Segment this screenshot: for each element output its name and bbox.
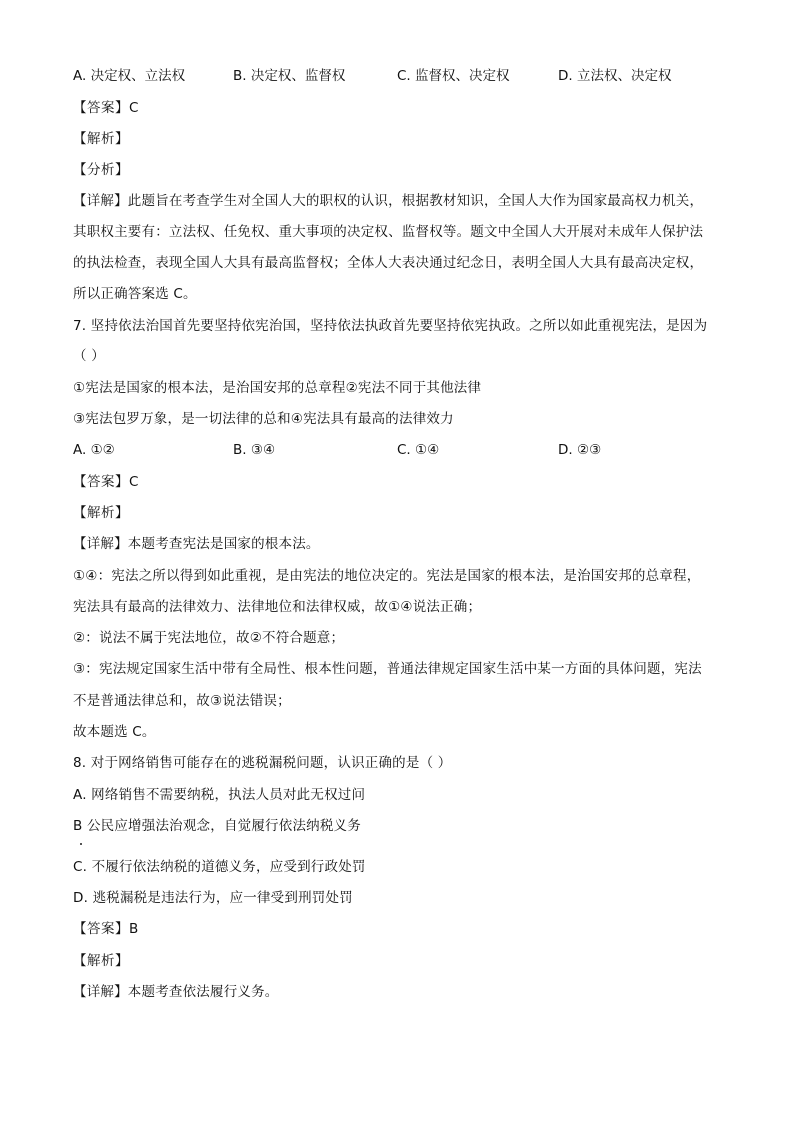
q6-fenxi-label: 【分析】 [73,162,129,178]
q6-option-c: C. 监督权、决定权 [397,68,510,84]
q6-answer: 【答案】C [73,100,139,116]
q6-option-a: A. 决定权、立法权 [73,68,186,84]
q7-option-a: A. ①② [73,442,115,458]
q6-analysis-label: 【解析】 [73,131,129,147]
q8-option-b: B 公民应增强法治观念，自觉履行依法纳税义务 [73,818,361,834]
q8-stem: 8. 对于网络销售可能存在的逃税漏税问题，认识正确的是（ ） [73,755,452,771]
q7-conclusion: 故本题选 C。 [73,724,156,740]
q7-detail-line: 宪法具有最高的法律效力、法律地位和法律权威，故①④说法正确； [73,599,482,615]
q7-detail-line: ③：宪法规定国家生活中带有全局性、根本性问题，普通法律规定国家生活中某一方面的具体问题，宪法 [73,661,702,677]
q7-detail-line: ①④：宪法之所以得到如此重视，是由宪法的地位决定的。宪法是国家的根本法，是治国安邦的总章程， [73,568,701,584]
q8-option-c: C. 不履行依法纳税的道德义务，应受到行政处罚 [73,859,366,875]
q8-option-a: A. 网络销售不需要纳税，执法人员对此无权过问 [73,787,366,803]
q8-detail-line: 【详解】本题考查依法履行义务。 [73,984,279,1000]
q7-stem: 7. 坚持依法治国首先要坚持依宪治国，坚持依法执政首先要坚持依宪执政。之所以如此重视宪法，是因为 [73,318,708,334]
q6-detail-line: 其职权主要有：立法权、任免权、重大事项的决定权、监督权等。题文中全国人大开展对未成年人保护法 [73,224,704,240]
q8-answer: 【答案】B [73,921,139,937]
stray-dot [80,843,82,845]
q7-option-c: C. ①④ [397,442,440,458]
q7-answer: 【答案】C [73,474,139,490]
q6-detail-line: 【详解】此题旨在考查学生对全国人大的职权的认识，根据教材知识，全国人大作为国家最高权力机关， [73,193,704,209]
q8-option-d: D. 逃税漏税是违法行为，应一律受到刑罚处罚 [73,890,353,906]
q7-analysis-label: 【解析】 [73,505,129,521]
q8-analysis-label: 【解析】 [73,953,129,969]
q7-detail-line: ②：说法不属于宪法地位，故②不符合题意； [73,630,345,646]
q7-detail-line: 【详解】本题考查宪法是国家的根本法。 [73,536,320,552]
q7-option-b: B. ③④ [233,442,276,458]
q6-detail-line: 所以正确答案选 C。 [73,286,197,302]
q7-detail-line: 不是普通法律总和，故③说法错误； [73,693,291,709]
q7-item: ③宪法包罗万象，是一切法律的总和④宪法具有最高的法律效力 [73,411,454,427]
q7-option-d: D. ②③ [558,442,602,458]
q7-stem-bracket: （ ） [73,348,105,364]
q6-detail-line: 的执法检查，表现全国人大具有最高监督权；全体人大表决通过纪念日，表明全国人大具有最高决定权， [73,255,704,271]
q6-option-b: B. 决定权、监督权 [233,68,346,84]
q7-item: ①宪法是国家的根本法，是治国安邦的总章程②宪法不同于其他法律 [73,380,482,396]
q6-option-d: D. 立法权、决定权 [558,68,672,84]
